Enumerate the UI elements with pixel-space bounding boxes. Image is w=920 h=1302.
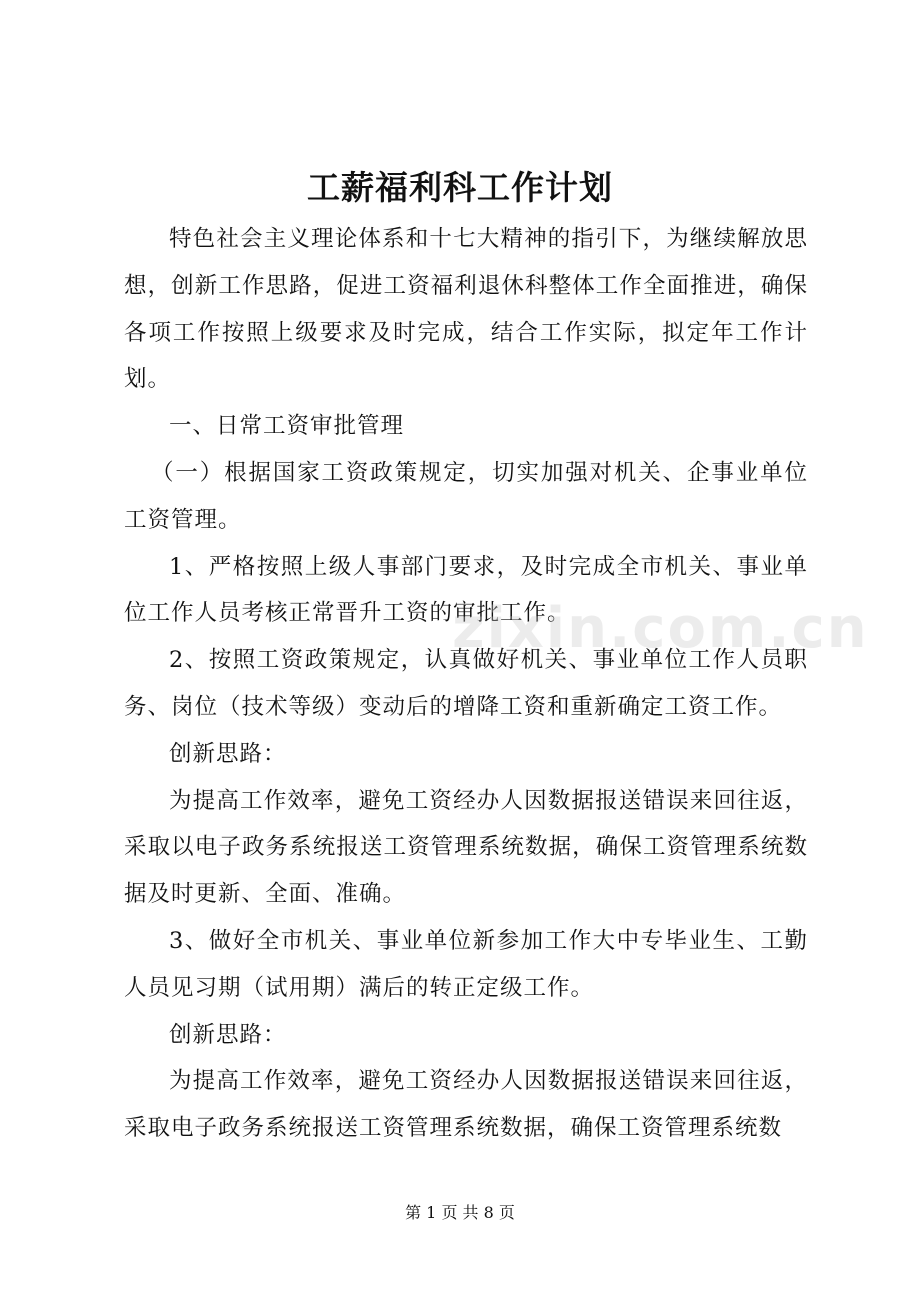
innovation-heading-1: 创新思路： [169, 740, 287, 767]
innovation-paragraph-2: 为提高工作效率，避免工资经办人因数据报送错误来回往返，采取电子政务系统报送工资管理系统数据，确保工资管理系统数 [124, 1068, 808, 1142]
subsection-paragraph: （一）根据国家工资政策规定，切实加强对机关、企事业单位工资管理。 [124, 459, 808, 533]
item-paragraph-3: 3、做好全市机关、事业单位新参加工作大中专毕业生、工勤人员见习期（试用期）满后的转正定级工作。 [124, 927, 808, 1001]
item-paragraph-2: 2、按照工资政策规定，认真做好机关、事业单位工作人员职务、岗位（技术等级）变动后的增降工资和重新确定工资工作。 [124, 647, 808, 720]
page-footer: 第 1 页 共 8 页 [405, 1203, 515, 1222]
document-title: 工薪福利科工作计划 [307, 168, 613, 207]
intro-paragraph: 特色社会主义理论体系和十七大精神的指引下，为继续解放思想，创新工作思路，促进工资福利退休科整体工作全面推进，确保各项工作按照上级要求及时完成，结合工作实际，拟定年工作计划。 [124, 226, 808, 393]
document-body [124, 216, 808, 1152]
innovation-paragraph-1: 为提高工作效率，避免工资经办人因数据报送错误来回往返，采取以电子政务系统报送工资管理系统数据，确保工资管理系统数据及时更新、全面、准确。 [124, 787, 808, 908]
item-paragraph-1: 1、严格按照上级人事部门要求，及时完成全市机关、事业单位工作人员考核正常晋升工资的审批工作。 [124, 553, 808, 627]
innovation-heading-2: 创新思路： [169, 1021, 287, 1048]
watermark: zixin.com.cn [452, 596, 869, 661]
section-heading: 一、日常工资审批管理 [169, 413, 405, 440]
